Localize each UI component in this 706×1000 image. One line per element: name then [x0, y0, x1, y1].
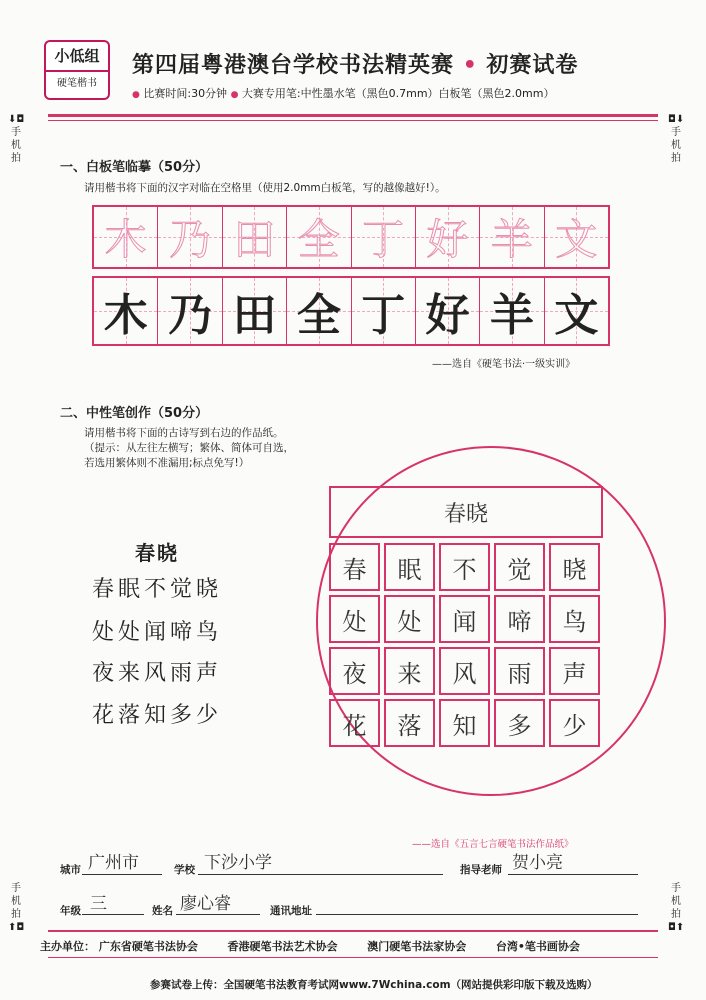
section2-instruction-2: （提示：从左往左横写；繁体、简体可自选， [84, 442, 294, 454]
camera-marker-bottom-left [8, 882, 24, 934]
trace-char: 好 [426, 215, 469, 264]
grade-label: 年级 [60, 905, 81, 917]
work-cell: 雨 [494, 647, 545, 695]
teacher-label: 指导老师 [460, 864, 502, 876]
side-label: 手机拍 [11, 127, 21, 164]
work-cell: 觉 [494, 543, 545, 591]
written-char: 木 [103, 290, 148, 341]
section1-instruction: 请用楷书将下面的汉字对临在空格里（使用2.0mm白板笔，写的越像越好!）。 [84, 182, 446, 194]
bullet-icon: ● [132, 90, 140, 100]
footer-divider-thin [48, 957, 658, 958]
work-cell: 晓 [549, 543, 600, 591]
trace-char: 木 [104, 215, 147, 264]
work-cell: 夜 [329, 647, 380, 695]
trace-char: 全 [297, 215, 340, 264]
work-cell: 知 [439, 699, 490, 747]
header-divider [48, 114, 658, 117]
work-row [329, 543, 601, 591]
teacher-value[interactable]: 贺小亮 [512, 853, 563, 873]
grade-value[interactable]: 三 [90, 894, 107, 914]
category-label: 硬笔楷书 [57, 78, 97, 89]
section2-instruction-3: 若选用繁体则不准漏用;标点免写!） [84, 457, 250, 469]
camera-marker-bottom-right [668, 882, 684, 934]
work-cell: 花 [329, 699, 380, 747]
footer-divider [48, 930, 658, 932]
written-cell [480, 278, 544, 344]
work-cell: 鸟 [549, 595, 600, 643]
exam-title-main: 第四届粤港澳台学校书法精英赛 [132, 53, 455, 78]
work-cell: 眠 [384, 543, 435, 591]
school-label: 学校 [174, 864, 195, 876]
trace-row [92, 205, 610, 269]
organizers [40, 938, 580, 954]
work-cell: 啼 [494, 595, 545, 643]
work-cell: 不 [439, 543, 490, 591]
written-cell [545, 278, 608, 344]
written-char: 田 [232, 290, 277, 341]
written-cell [416, 278, 480, 344]
poem-line: 春眠不觉晓 [92, 577, 223, 602]
section1-source: ——选自《硬笔书法·一级实训》 [432, 359, 576, 370]
work-cell: 风 [439, 647, 490, 695]
work-row [329, 699, 601, 747]
camera-marker-top-left [8, 113, 24, 165]
city-value[interactable]: 广州市 [88, 853, 139, 873]
trace-cell [223, 207, 287, 267]
poem-line: 处处闻啼鸟 [92, 620, 223, 645]
written-char: 全 [296, 290, 341, 341]
section1-title: 一、白板笔临摹（50分） [60, 160, 209, 175]
camera-icon: ⬆◘ [8, 922, 25, 933]
written-char: 乃 [168, 290, 213, 341]
section2-instruction-1: 请用楷书将下面的古诗写到右边的作品纸。 [84, 427, 284, 439]
address-label: 通讯地址 [270, 905, 312, 917]
work-grid [329, 543, 601, 751]
work-cell: 处 [384, 595, 435, 643]
trace-cell [416, 207, 480, 267]
trace-char: 羊 [490, 215, 533, 264]
work-cell: 来 [384, 647, 435, 695]
trace-char: 文 [555, 215, 598, 264]
work-cell: 多 [494, 699, 545, 747]
name-value[interactable]: 廖心睿 [180, 894, 231, 914]
trace-cell [545, 207, 608, 267]
organizer: 台湾•笔书画协会 [495, 940, 580, 953]
trace-cell [352, 207, 416, 267]
group-badge [44, 40, 110, 100]
poem-line: 夜来风雨声 [92, 661, 223, 686]
title-dot: • [462, 53, 478, 78]
work-row [329, 595, 601, 643]
work-row [329, 647, 601, 695]
written-row [92, 276, 610, 346]
camera-icon: ◘⬇ [668, 114, 685, 125]
address-underline [316, 914, 638, 915]
written-cell [352, 278, 416, 344]
organizers-label: 主办单位： [40, 940, 95, 953]
side-label: 手机拍 [671, 127, 681, 164]
city-label: 城市 [60, 864, 81, 876]
trace-char: 乃 [169, 215, 212, 264]
trace-char: 丁 [362, 215, 405, 264]
organizer: 香港硬笔书法艺术协会 [227, 940, 338, 953]
written-cell [223, 278, 287, 344]
written-char: 好 [425, 290, 470, 341]
work-title-box [329, 486, 603, 538]
work-cell: 春 [329, 543, 380, 591]
city-underline [82, 874, 162, 875]
school-underline [198, 874, 443, 875]
written-char: 羊 [489, 290, 534, 341]
organizer: 广东省硬笔书法协会 [98, 940, 198, 953]
work-cell: 落 [384, 699, 435, 747]
written-cell [94, 278, 158, 344]
work-cell: 处 [329, 595, 380, 643]
grade-underline [82, 914, 144, 915]
group-label: 小低组 [46, 42, 108, 72]
side-label: 手机拍 [671, 883, 681, 920]
work-cell: 声 [549, 647, 600, 695]
upload-footer: 参赛试卷上传：全国硬笔书法教育考试网www.7Wchina.com（网站提供彩印版下载及选购） [150, 979, 598, 991]
written-char: 文 [554, 290, 599, 341]
written-char: 丁 [361, 290, 406, 341]
trace-cell [158, 207, 222, 267]
trace-char: 田 [233, 215, 276, 264]
trace-cell [287, 207, 351, 267]
organizer: 澳门硬笔书法家协会 [367, 940, 467, 953]
camera-icon: ⬇◘ [8, 114, 25, 125]
bullet-icon: ● [230, 90, 239, 100]
poem-line: 花落知多少 [92, 703, 223, 728]
exam-info [132, 85, 554, 101]
name-label: 姓名 [152, 905, 173, 917]
work-cell: 闻 [439, 595, 490, 643]
section2-source: ——选自《五言七言硬笔书法作品纸》 [412, 839, 574, 850]
camera-icon: ◘⬆ [668, 922, 685, 933]
exam-title-sub: 初赛试卷 [486, 53, 579, 78]
section2-title: 二、中性笔创作（50分） [60, 406, 209, 421]
trace-cell [480, 207, 544, 267]
trace-cell [94, 207, 158, 267]
exam-pens: 大赛专用笔:中性墨水笔（黑色0.7mm）白板笔（黑色2.0mm） [241, 87, 555, 100]
written-cell [287, 278, 351, 344]
written-cell [158, 278, 222, 344]
name-underline [176, 914, 260, 915]
work-cell: 少 [549, 699, 600, 747]
exam-title [132, 48, 578, 79]
school-value[interactable]: 下沙小学 [204, 853, 272, 873]
teacher-underline [508, 874, 638, 875]
header-divider-thin [48, 120, 658, 121]
poem-title: 春晓 [135, 541, 179, 565]
camera-marker-top-right [668, 113, 684, 165]
work-title: 春晓 [443, 501, 488, 527]
exam-time: 比赛时间:30分钟 [143, 87, 228, 100]
side-label: 手机拍 [11, 883, 21, 920]
